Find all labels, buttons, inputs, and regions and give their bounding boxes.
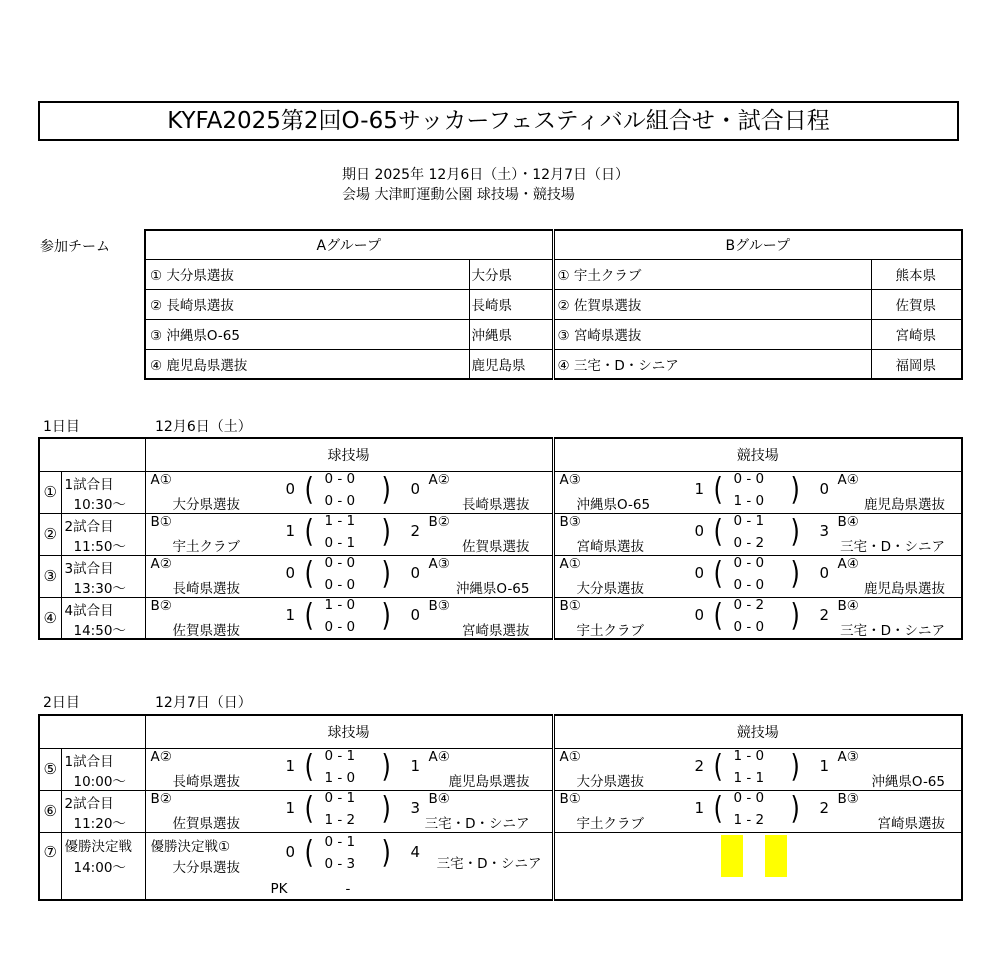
match-number: ④: [39, 597, 61, 639]
pk-label: PK: [270, 880, 288, 897]
match-label: 優勝決定戦: [64, 838, 132, 855]
pk-separator: -: [345, 880, 351, 897]
left-score: 0: [694, 563, 705, 582]
group-row: [145, 259, 962, 289]
left-team: 宇土クラブ: [172, 538, 240, 555]
day2-corner-cell: [39, 715, 145, 748]
left-team: 大分県選抜: [172, 496, 240, 513]
day2-venue2-header: 競技場: [553, 715, 962, 748]
left-team: 宇土クラブ: [576, 815, 644, 832]
group-a-pref: 沖縄県: [469, 319, 553, 349]
match-cell: [146, 472, 552, 513]
half2-score: 0 - 0: [324, 576, 356, 593]
close-paren-glyph: ): [790, 555, 800, 591]
right-seed: A②: [428, 471, 450, 488]
half1-score: 0 - 1: [733, 513, 765, 529]
half1-score: 1 - 0: [324, 597, 356, 613]
match-time: 14:50～: [73, 622, 126, 639]
half1-score: 0 - 1: [324, 833, 356, 850]
event-venue: 会場 大津町運動公園 球技場・競技場: [342, 187, 575, 203]
left-score: 1: [285, 521, 296, 540]
day2-venue1-header: 球技場: [145, 715, 553, 748]
match-label: 1試合目: [64, 476, 114, 493]
match-cell: [555, 556, 962, 597]
left-seed: A①: [559, 748, 581, 765]
left-seed: A①: [559, 555, 581, 572]
left-score: 1: [694, 479, 705, 498]
open-paren-glyph: (: [713, 513, 723, 549]
close-paren-glyph: ): [381, 748, 391, 784]
page-title: KYFA2025第2回O-65サッカーフェスティバル組合せ・試合日程: [38, 101, 959, 141]
left-seed: A②: [150, 555, 172, 572]
right-score: 3: [819, 521, 830, 540]
venue2-match: [553, 555, 962, 597]
left-score: 0: [285, 479, 296, 498]
open-paren-glyph: (: [304, 790, 314, 826]
right-score: 4: [410, 842, 421, 861]
right-seed: A④: [428, 748, 450, 765]
match-label: 3試合目: [64, 560, 114, 577]
right-score: 0: [410, 563, 421, 582]
group-b-header: Bグループ: [553, 230, 962, 259]
group-a-pref: 大分県: [469, 259, 553, 289]
match-slot-cell: [61, 597, 145, 639]
match-cell: [146, 556, 552, 597]
match-slot-cell: [61, 471, 145, 513]
match-cell: [555, 472, 962, 513]
right-team: 三宅・D・シニア: [436, 855, 542, 872]
match-time: 11:50～: [73, 538, 126, 555]
right-score: 2: [819, 605, 830, 624]
open-paren-glyph: (: [304, 513, 314, 549]
venue2-match: [553, 597, 962, 639]
final-match: [145, 832, 553, 900]
right-seed: B②: [428, 513, 450, 530]
match-label: 1試合目: [64, 753, 114, 770]
match-slot-cell: [61, 513, 145, 555]
right-score: 2: [410, 521, 421, 540]
right-score: 1: [819, 756, 830, 775]
match-time: 10:00～: [73, 773, 126, 790]
match-slot: [62, 472, 145, 513]
half1-score: 0 - 1: [324, 748, 356, 764]
open-paren-glyph: (: [304, 555, 314, 591]
match-number: ⑦: [39, 832, 61, 900]
right-score: 0: [410, 605, 421, 624]
right-score: 0: [410, 479, 421, 498]
open-paren-glyph: (: [713, 555, 723, 591]
right-team: 鹿児島県選抜: [864, 496, 945, 513]
left-seed: A②: [150, 748, 172, 765]
group-a-team: ④ 鹿児島県選抜: [145, 349, 469, 379]
match-number: ③: [39, 555, 61, 597]
right-team: 宮崎県選抜: [462, 622, 530, 639]
half1-score: 0 - 0: [324, 555, 356, 571]
day2-date: 12月7日（日）: [155, 695, 252, 711]
venue1-match: [145, 597, 553, 639]
left-seed: B①: [150, 513, 172, 530]
match-cell: [146, 749, 552, 790]
group-b-pref: 佐賀県: [871, 289, 962, 319]
open-paren-glyph: (: [304, 597, 314, 633]
match-time: 11:20～: [73, 815, 126, 832]
right-team: 沖縄県O-65: [871, 773, 945, 790]
day1-corner-cell: [39, 438, 145, 471]
close-paren-glyph: ): [790, 471, 800, 507]
half2-score: 0 - 3: [324, 855, 356, 872]
match-time: 10:30～: [73, 496, 126, 513]
close-paren-glyph: ): [790, 748, 800, 784]
left-score: 0: [694, 521, 705, 540]
right-seed: B④: [837, 597, 859, 614]
open-paren-glyph: (: [713, 597, 723, 633]
venue2-match: [553, 513, 962, 555]
right-seed: B③: [428, 597, 450, 614]
venue2-match: [553, 748, 962, 790]
group-a-team: ③ 沖縄県O-65: [145, 319, 469, 349]
half1-score: 0 - 0: [324, 471, 356, 487]
close-paren-glyph: ): [381, 471, 391, 507]
half1-score: 1 - 1: [324, 513, 356, 529]
half2-score: 1 - 2: [733, 811, 765, 828]
groups-table: [144, 229, 963, 380]
group-row: [145, 319, 962, 349]
half2-score: 1 - 2: [324, 811, 356, 828]
group-row: [145, 289, 962, 319]
left-seed: B③: [559, 513, 581, 530]
venue1-match: [145, 555, 553, 597]
match-cell: [555, 598, 962, 639]
half1-score: 1 - 0: [733, 748, 765, 764]
match-row: [39, 555, 962, 597]
left-seed: A③: [559, 471, 581, 488]
match-number: ②: [39, 513, 61, 555]
left-team: 大分県選抜: [576, 773, 644, 790]
right-seed: B④: [428, 790, 450, 807]
group-b-team: ① 宇土クラブ: [553, 259, 871, 289]
right-team: 三宅・D・シニア: [840, 622, 945, 639]
event-date: 期日 2025年 12月6日（土）・12月7日（日）: [342, 167, 629, 183]
left-score: 1: [285, 756, 296, 775]
match-number: ①: [39, 471, 61, 513]
group-row: [145, 349, 962, 379]
close-paren-glyph: ): [381, 597, 391, 633]
match-cell: [146, 791, 552, 832]
match-slot-cell: [61, 790, 145, 832]
group-b-team: ② 佐賀県選抜: [553, 289, 871, 319]
close-paren-glyph: ): [381, 790, 391, 826]
close-paren-glyph: ): [381, 555, 391, 591]
right-seed: B④: [837, 513, 859, 530]
left-team: 長崎県選抜: [172, 773, 240, 790]
match-slot: [62, 749, 145, 790]
right-score: 1: [410, 756, 421, 775]
left-team: 大分県選抜: [576, 580, 644, 597]
left-score: 0: [694, 605, 705, 624]
left-score: 2: [694, 756, 705, 775]
day1-venue2-header: 競技場: [553, 438, 962, 471]
venue1-match: [145, 513, 553, 555]
group-b-pref: 福岡県: [871, 349, 962, 379]
left-seed: 優勝決定戦①: [150, 838, 231, 855]
close-paren-glyph: ): [790, 790, 800, 826]
match-cell: [146, 514, 552, 555]
right-score: 3: [410, 798, 421, 817]
left-team: 宇土クラブ: [576, 622, 644, 639]
half2-score: 1 - 1: [733, 769, 765, 786]
group-a-pref: 鹿児島県: [469, 349, 553, 379]
half2-score: 1 - 0: [733, 492, 765, 509]
match-number: ⑥: [39, 790, 61, 832]
right-team: 長崎県選抜: [462, 496, 530, 513]
match-row: [39, 748, 962, 790]
right-seed: B③: [837, 790, 859, 807]
venue2-match: [553, 471, 962, 513]
match-label: 2試合目: [64, 518, 114, 535]
left-score: 0: [285, 842, 296, 861]
group-a-header: Aグループ: [145, 230, 553, 259]
open-paren-glyph: (: [713, 748, 723, 784]
match-cell: [146, 598, 552, 639]
right-team: 沖縄県O-65: [455, 580, 530, 597]
half1-score: 0 - 0: [733, 471, 765, 487]
match-row: [39, 597, 962, 639]
half2-score: 0 - 0: [733, 618, 765, 635]
left-team: 長崎県選抜: [172, 580, 240, 597]
left-seed: B①: [559, 597, 581, 614]
left-seed: B①: [559, 790, 581, 807]
close-paren-glyph: ): [790, 513, 800, 549]
match-slot: [62, 791, 145, 832]
right-score: 0: [819, 563, 830, 582]
right-team: 佐賀県選抜: [462, 538, 530, 555]
group-b-team: ④ 三宅・D・シニア: [553, 349, 871, 379]
match-cell: [555, 514, 962, 555]
open-paren-glyph: (: [304, 471, 314, 507]
half1-score: 0 - 1: [324, 790, 356, 806]
right-team: 三宅・D・シニア: [424, 815, 530, 832]
half2-score: 0 - 0: [733, 576, 765, 593]
right-team: 三宅・D・シニア: [840, 538, 945, 555]
right-score: 0: [819, 479, 830, 498]
left-score: 1: [694, 798, 705, 817]
half2-score: 0 - 0: [324, 618, 356, 635]
right-team: 鹿児島県選抜: [864, 580, 945, 597]
match-label: 4試合目: [64, 602, 114, 619]
yellow-highlight: [721, 835, 743, 877]
left-score: 0: [285, 563, 296, 582]
venue1-match: [145, 471, 553, 513]
open-paren-glyph: (: [713, 790, 723, 826]
match-slot: [62, 556, 145, 597]
match-slot: [62, 833, 145, 900]
right-seed: A③: [428, 555, 450, 572]
day1-schedule-table: [38, 437, 963, 640]
right-team: 宮崎県選抜: [877, 815, 945, 832]
right-seed: A④: [837, 471, 859, 488]
open-paren-glyph: (: [713, 471, 723, 507]
left-seed: B②: [150, 790, 172, 807]
match-slot: [62, 598, 145, 639]
group-a-team: ① 大分県選抜: [145, 259, 469, 289]
yellow-highlight: [765, 835, 787, 877]
open-paren-glyph: (: [304, 833, 314, 870]
match-slot-cell: [61, 555, 145, 597]
right-team: 鹿児島県選抜: [448, 773, 530, 790]
match-slot-cell: [61, 832, 145, 900]
open-paren-glyph: (: [304, 748, 314, 784]
match-row: [39, 471, 962, 513]
half2-score: 1 - 0: [324, 769, 356, 786]
match-time: 13:30～: [73, 580, 126, 597]
left-team: 佐賀県選抜: [172, 622, 240, 639]
left-score: 1: [285, 798, 296, 817]
match-cell: [146, 833, 552, 900]
match-row: [39, 790, 962, 832]
match-number: ⑤: [39, 748, 61, 790]
day2-label: 2日目: [43, 695, 80, 711]
group-a-pref: 長崎県: [469, 289, 553, 319]
venue2-match: [553, 790, 962, 832]
half2-score: 0 - 0: [324, 492, 356, 509]
final-row: [39, 832, 962, 900]
close-paren-glyph: ): [381, 513, 391, 549]
group-b-pref: 熊本県: [871, 259, 962, 289]
match-time: 14:00～: [73, 859, 126, 876]
match-label: 2試合目: [64, 795, 114, 812]
venue1-match: [145, 790, 553, 832]
right-seed: A③: [837, 748, 859, 765]
left-seed: B②: [150, 597, 172, 614]
left-team: 大分県選抜: [172, 859, 240, 876]
right-seed: A④: [837, 555, 859, 572]
right-score: 2: [819, 798, 830, 817]
half2-score: 0 - 2: [733, 534, 765, 551]
day1-date: 12月6日（土）: [155, 419, 252, 435]
venue2-empty: [553, 832, 962, 900]
group-b-team: ③ 宮崎県選抜: [553, 319, 871, 349]
venue2-empty-inner: [555, 833, 962, 900]
group-b-pref: 宮崎県: [871, 319, 962, 349]
match-slot-cell: [61, 748, 145, 790]
half1-score: 0 - 2: [733, 597, 765, 613]
day1-venue1-header: 球技場: [145, 438, 553, 471]
half1-score: 0 - 0: [733, 790, 765, 806]
half1-score: 0 - 0: [733, 555, 765, 571]
left-team: 佐賀県選抜: [172, 815, 240, 832]
left-team: 沖縄県O-65: [576, 496, 651, 513]
match-cell: [555, 791, 962, 832]
match-row: [39, 513, 962, 555]
close-paren-glyph: ): [790, 597, 800, 633]
half2-score: 0 - 1: [324, 534, 356, 551]
participants-label: 参加チーム: [40, 239, 110, 255]
left-team: 宮崎県選抜: [576, 538, 644, 555]
match-slot: [62, 514, 145, 555]
close-paren-glyph: ): [381, 833, 391, 870]
match-cell: [555, 749, 962, 790]
day2-schedule-table: [38, 714, 963, 901]
venue1-match: [145, 748, 553, 790]
day1-label: 1日目: [43, 419, 80, 435]
left-score: 1: [285, 605, 296, 624]
left-seed: A①: [150, 471, 172, 488]
group-a-team: ② 長崎県選抜: [145, 289, 469, 319]
